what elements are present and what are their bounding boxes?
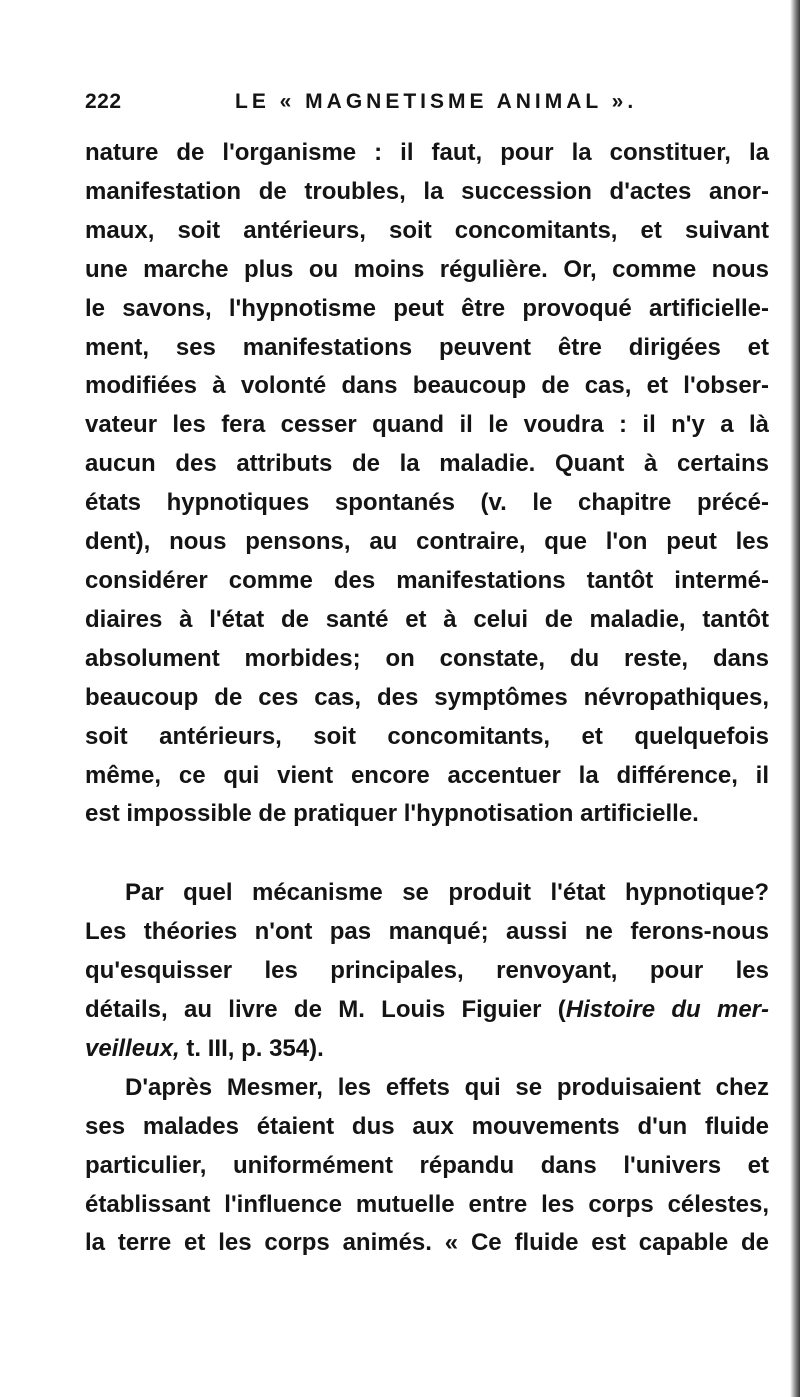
text-line: considérer comme des manifestations tantôt intermé-	[85, 566, 769, 594]
text-line: une marche plus ou moins régulière. Or, comme nous	[85, 255, 769, 283]
text-line: aucun des attributs de la maladie. Quant à certains	[85, 450, 769, 478]
text-line: dent), nous pensons, au contraire, que l'on peut les	[85, 528, 769, 556]
text-line: le savons, l'hypnotisme peut être provoqué artificielle-	[85, 294, 769, 322]
text-line: soit antérieurs, soit concomitants, et quelquefois	[85, 722, 769, 750]
text-line: ment, ses manifestations peuvent être dirigées et	[85, 333, 769, 361]
paragraph-gap	[85, 834, 769, 874]
text-line-with-title	[85, 1030, 769, 1069]
text-line: D'après Mesmer, les effets qui se produisaient chez	[125, 1073, 769, 1101]
text-line: Les théories n'ont pas manqué; aussi ne ferons-nous	[85, 918, 769, 946]
page-header	[85, 90, 765, 120]
text-line: états hypnotiques spontanés (v. le chapitre précé-	[85, 489, 769, 517]
book-title-italic: veilleux,	[85, 1034, 180, 1062]
text-line: modifiées à volonté dans beaucoup de cas, et l'obser-	[85, 372, 769, 400]
text-line: établissant l'influence mutuelle entre les corps célestes,	[85, 1190, 769, 1218]
page-number: 222	[85, 90, 122, 113]
text-line: manifestation de troubles, la succession d'actes anor-	[85, 177, 769, 205]
text-line: diaires à l'état de santé et à celui de maladie, tantôt	[85, 605, 769, 633]
text-line: la terre et les corps animés. « Ce fluide est capable de	[85, 1229, 769, 1257]
text-run: t. III, p. 354).	[179, 1034, 324, 1062]
text-line: qu'esquisser les principales, renvoyant, pour les	[85, 957, 769, 985]
text-line: vateur les fera cesser quand il le voudra : il n'y a là	[85, 411, 769, 439]
page-edge-shadow	[790, 0, 800, 1397]
book-title-italic: Histoire du mer-	[565, 996, 769, 1024]
text-line: absolument morbides; on constate, du reste, dans	[85, 644, 769, 672]
text-run: détails, au livre de M. Louis Figuier (	[85, 996, 566, 1024]
body-text	[85, 134, 769, 1263]
text-line: même, ce qui vient encore accentuer la différence, il	[85, 761, 769, 789]
text-line: Par quel mécanisme se produit l'état hypnotique?	[125, 879, 769, 907]
text-line-with-title	[85, 991, 769, 1030]
text-line: beaucoup de ces cas, des symptômes névropathiques,	[85, 683, 769, 711]
text-line: maux, soit antérieurs, soit concomitants, et suivant	[85, 216, 769, 244]
text-line: est impossible de pratiquer l'hypnotisation artificielle.	[85, 800, 699, 828]
text-line: particulier, uniformément répandu dans l'univers et	[85, 1151, 769, 1179]
running-title: LE « MAGNETISME ANIMAL ».	[235, 90, 638, 113]
text-line: ses malades étaient dus aux mouvements d'un fluide	[85, 1112, 769, 1140]
text-line: nature de l'organisme : il faut, pour la constituer, la	[85, 139, 769, 166]
